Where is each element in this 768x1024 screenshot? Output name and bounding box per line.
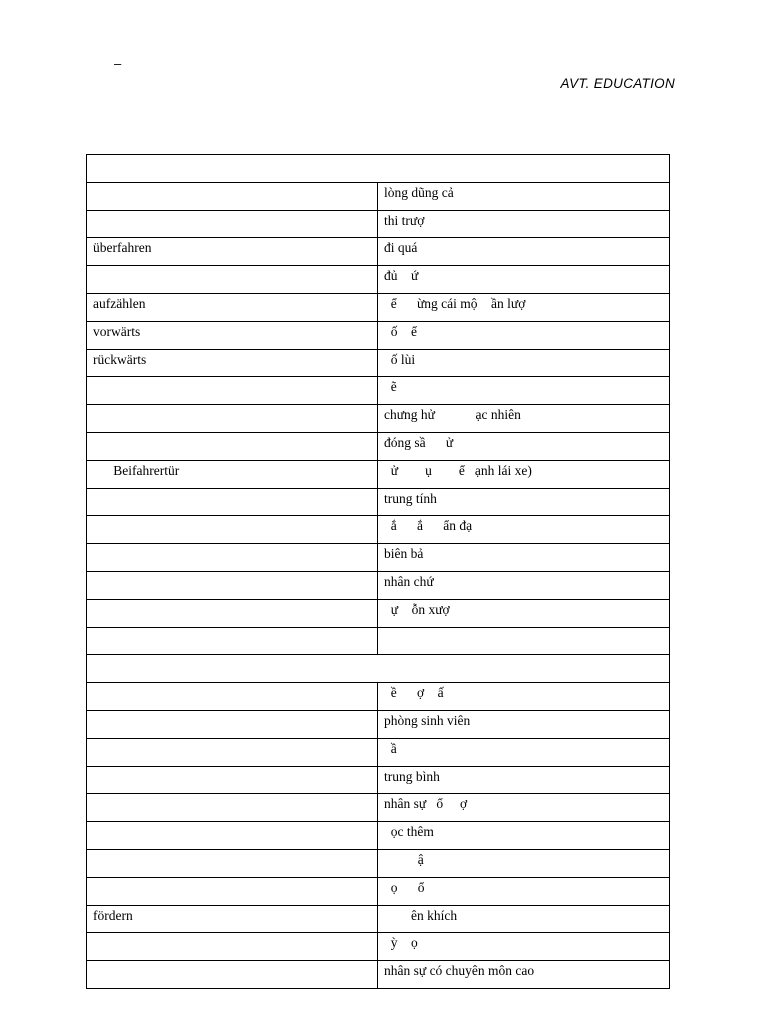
header-brand: AVT. EDUCATION bbox=[560, 76, 675, 91]
vietnamese-meaning-cell: ử ụ ể ạnh lái xe) bbox=[378, 460, 670, 488]
german-term-cell bbox=[87, 822, 378, 850]
table-row bbox=[87, 822, 670, 850]
vietnamese-meaning-cell: trung tính bbox=[378, 488, 670, 516]
german-term-cell bbox=[87, 571, 378, 599]
section-header-cell bbox=[87, 155, 670, 183]
vietnamese-meaning-cell: ắ ắ ẩn đạ bbox=[378, 516, 670, 544]
header-dash: – bbox=[114, 56, 122, 71]
german-term-cell bbox=[87, 516, 378, 544]
table-row bbox=[87, 182, 670, 210]
vietnamese-meaning-cell: biên bả bbox=[378, 544, 670, 572]
vietnamese-meaning-cell: ể ừng cái mộ ần lượ bbox=[378, 293, 670, 321]
german-term-cell: fördern bbox=[87, 905, 378, 933]
vocabulary-table bbox=[86, 154, 670, 989]
vietnamese-meaning-cell: ự ỗn xượ bbox=[378, 599, 670, 627]
table-row bbox=[87, 321, 670, 349]
german-term-cell bbox=[87, 432, 378, 460]
german-term-cell: vorwärts bbox=[87, 321, 378, 349]
german-term-cell bbox=[87, 877, 378, 905]
table-row bbox=[87, 544, 670, 572]
table-row bbox=[87, 683, 670, 711]
german-term-cell bbox=[87, 210, 378, 238]
vietnamese-meaning-cell: đóng sầ ử bbox=[378, 432, 670, 460]
vietnamese-meaning-cell: ề ợ ấ bbox=[378, 683, 670, 711]
vietnamese-meaning-cell: ố lùi bbox=[378, 349, 670, 377]
vietnamese-meaning-cell: ên khích bbox=[378, 905, 670, 933]
table-row bbox=[87, 933, 670, 961]
german-term-cell bbox=[87, 266, 378, 294]
german-term-cell bbox=[87, 710, 378, 738]
table-row bbox=[87, 488, 670, 516]
german-term-cell: Beifahrertür bbox=[87, 460, 378, 488]
table-row bbox=[87, 710, 670, 738]
table-row bbox=[87, 627, 670, 655]
vietnamese-meaning-cell: ọ ổ bbox=[378, 877, 670, 905]
german-term-cell bbox=[87, 488, 378, 516]
table-row bbox=[87, 961, 670, 989]
german-term-cell: überfahren bbox=[87, 238, 378, 266]
table-row bbox=[87, 849, 670, 877]
table-row bbox=[87, 738, 670, 766]
german-term-cell bbox=[87, 794, 378, 822]
vietnamese-meaning-cell: ố ể bbox=[378, 321, 670, 349]
table-row bbox=[87, 405, 670, 433]
german-term-cell bbox=[87, 544, 378, 572]
vietnamese-meaning-cell: nhân sự có chuyên môn cao bbox=[378, 961, 670, 989]
vietnamese-meaning-cell: chưng hử ạc nhiên bbox=[378, 405, 670, 433]
german-term-cell bbox=[87, 849, 378, 877]
vietnamese-meaning-cell: đủ ứ bbox=[378, 266, 670, 294]
german-term-cell bbox=[87, 933, 378, 961]
german-term-cell bbox=[87, 627, 378, 655]
vietnamese-meaning-cell: ọc thêm bbox=[378, 822, 670, 850]
section-row bbox=[87, 155, 670, 183]
table-row bbox=[87, 766, 670, 794]
section-row bbox=[87, 655, 670, 683]
table-row bbox=[87, 210, 670, 238]
table-row bbox=[87, 293, 670, 321]
german-term-cell: aufzählen bbox=[87, 293, 378, 321]
german-term-cell bbox=[87, 405, 378, 433]
vietnamese-meaning-cell: ẽ bbox=[378, 377, 670, 405]
german-term-cell bbox=[87, 766, 378, 794]
table-row bbox=[87, 571, 670, 599]
vietnamese-meaning-cell: nhân chứ bbox=[378, 571, 670, 599]
vietnamese-meaning-cell: ầ bbox=[378, 738, 670, 766]
table-row bbox=[87, 905, 670, 933]
vietnamese-meaning-cell: đi quá bbox=[378, 238, 670, 266]
vietnamese-meaning-cell: lòng dũng cả bbox=[378, 182, 670, 210]
german-term-cell: rückwärts bbox=[87, 349, 378, 377]
table-row bbox=[87, 877, 670, 905]
vietnamese-meaning-cell: phòng sinh viên bbox=[378, 710, 670, 738]
table-row bbox=[87, 432, 670, 460]
table-row bbox=[87, 794, 670, 822]
section-header-cell bbox=[87, 655, 670, 683]
table-row bbox=[87, 266, 670, 294]
table-row bbox=[87, 349, 670, 377]
vietnamese-meaning-cell: ậ bbox=[378, 849, 670, 877]
vietnamese-meaning-cell: ỳ ọ bbox=[378, 933, 670, 961]
table-row bbox=[87, 377, 670, 405]
german-term-cell bbox=[87, 599, 378, 627]
table-row bbox=[87, 238, 670, 266]
table-row bbox=[87, 599, 670, 627]
german-term-cell bbox=[87, 377, 378, 405]
table-row bbox=[87, 516, 670, 544]
vietnamese-meaning-cell: trung bình bbox=[378, 766, 670, 794]
german-term-cell bbox=[87, 182, 378, 210]
german-term-cell bbox=[87, 683, 378, 711]
vietnamese-meaning-cell: nhân sự ổ ợ bbox=[378, 794, 670, 822]
vietnamese-meaning-cell bbox=[378, 627, 670, 655]
german-term-cell bbox=[87, 738, 378, 766]
vietnamese-meaning-cell: thi trượ bbox=[378, 210, 670, 238]
table-row bbox=[87, 460, 670, 488]
german-term-cell bbox=[87, 961, 378, 989]
